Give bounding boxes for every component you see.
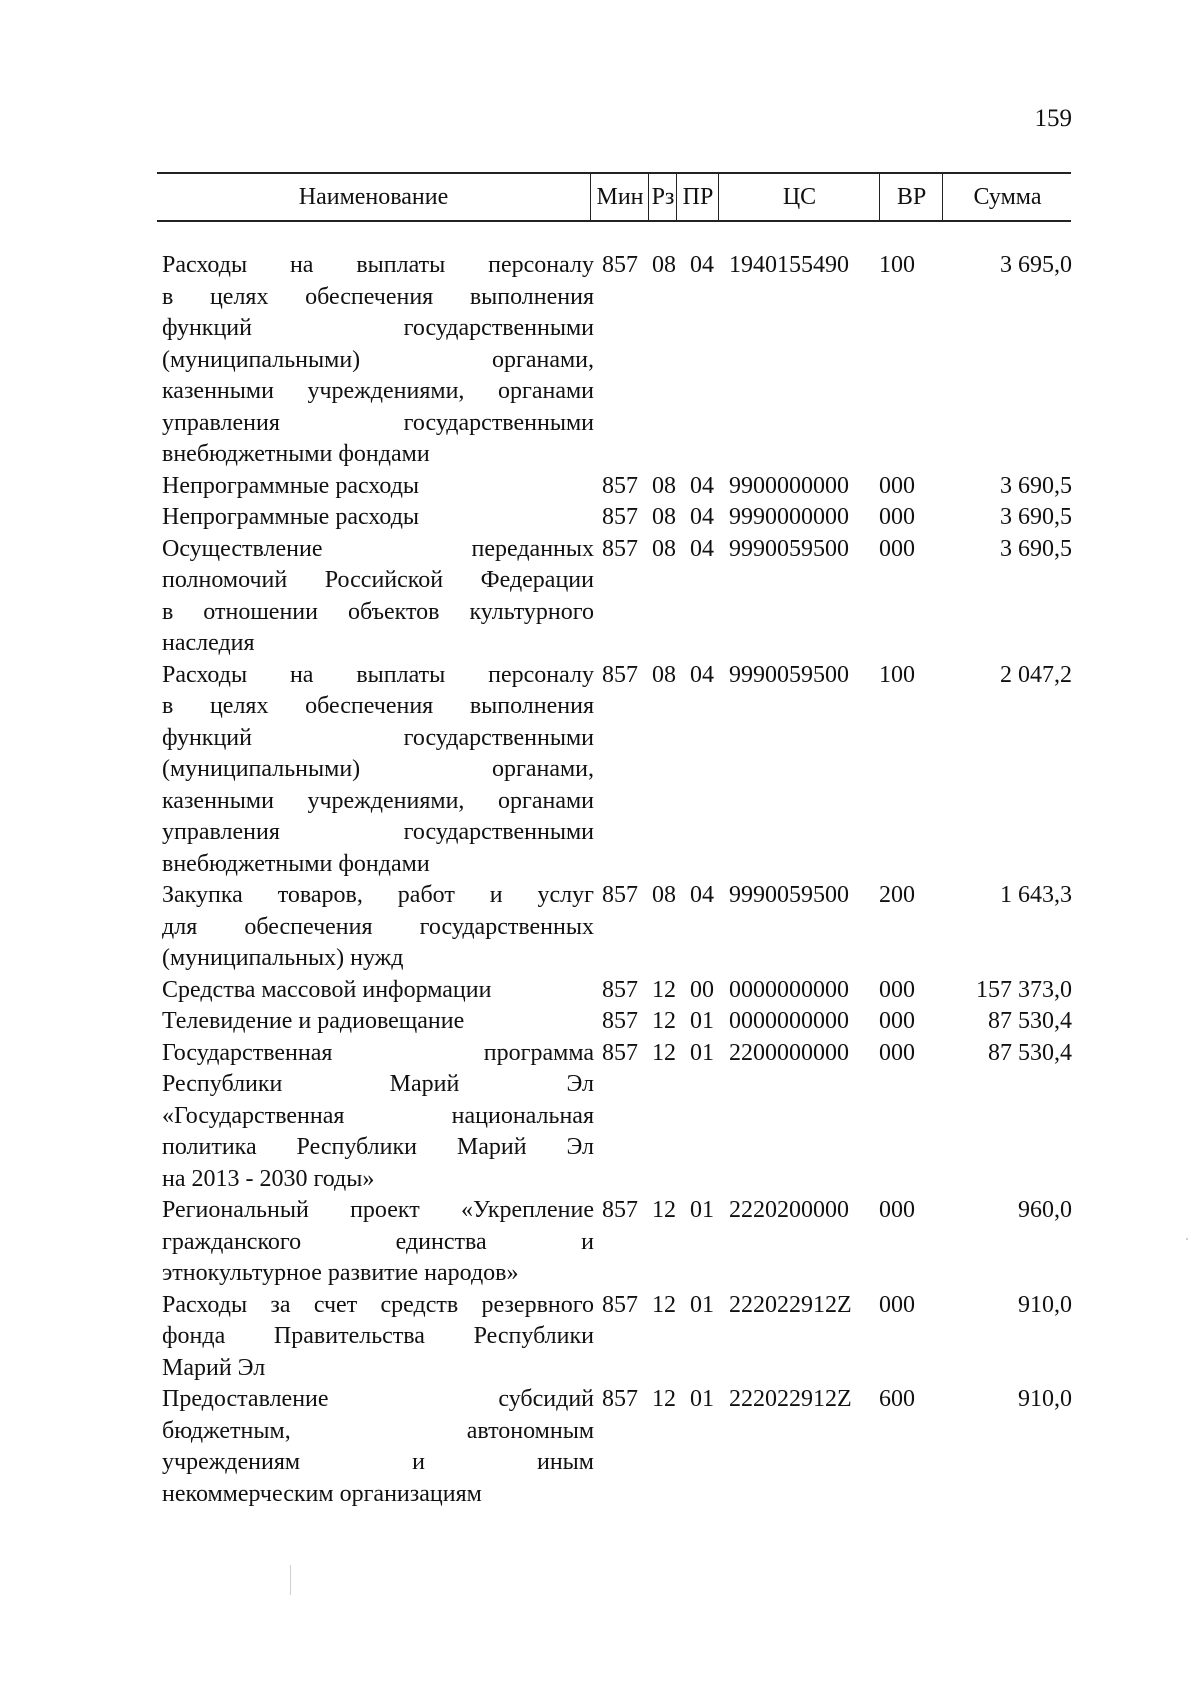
- header-vr: ВР: [879, 174, 943, 220]
- row-sum: 1 643,3: [1000, 882, 1072, 908]
- row-cs: 9990000000: [729, 504, 849, 530]
- row-min: 857: [602, 1291, 638, 1318]
- row-vr: 000: [879, 1197, 915, 1223]
- row-name-line: в целях обеспечения выполнения: [162, 693, 594, 719]
- row-name-line: учреждениям и иным: [162, 1449, 594, 1475]
- row-rz: 12: [652, 1197, 676, 1223]
- row-name-line: Непрограммные расходы: [162, 472, 420, 499]
- row-name: [162, 250, 594, 471]
- row-name-line: Государственная программа: [162, 1039, 594, 1066]
- row-name: [162, 502, 594, 534]
- row-name-line: фонда Правительства Республики: [162, 1323, 594, 1349]
- header-min: Мин: [590, 174, 649, 220]
- header-pr: ПР: [676, 174, 719, 220]
- row-name: [162, 880, 594, 975]
- row-name-line: Республики Марий Эл: [162, 1071, 594, 1097]
- row-pr: 01: [690, 1197, 714, 1223]
- row-name-line: (муниципальных) нужд: [162, 945, 404, 971]
- row-rz: 12: [652, 1039, 676, 1066]
- row-min: 857: [602, 976, 638, 1003]
- row-name-line: Осуществление переданных: [162, 535, 594, 562]
- row-name: [162, 1006, 594, 1038]
- row-name: [162, 975, 594, 1007]
- header-rz: Рз: [648, 174, 677, 220]
- row-cs: 2200000000: [729, 1039, 849, 1066]
- row-name-line: в отношении объектов культурного: [162, 598, 594, 625]
- row-name-line: некоммерческим организациям: [162, 1480, 482, 1507]
- row-sum: 3 690,5: [1000, 535, 1072, 562]
- row-vr: 000: [879, 976, 915, 1003]
- row-name-line: Марий Эл: [162, 1354, 266, 1381]
- row-sum: 960,0: [1018, 1197, 1072, 1223]
- row-name-line: гражданского единства и: [162, 1228, 594, 1255]
- row-name: [162, 1290, 594, 1385]
- row-name-line: Расходы за счет средств резервного: [162, 1291, 594, 1318]
- row-cs: 9990059500: [729, 661, 849, 688]
- row-rz: 12: [652, 1386, 676, 1412]
- header-cs: ЦС: [718, 174, 880, 220]
- row-sum: 910,0: [1018, 1386, 1072, 1412]
- row-name-line: полномочий Российской Федерации: [162, 567, 594, 593]
- row-cs: 0000000000: [729, 1008, 849, 1034]
- row-cs: 9900000000: [729, 472, 849, 499]
- row-sum: 3 695,0: [1000, 252, 1072, 278]
- row-min: 857: [602, 1039, 638, 1066]
- row-name-line: Региональный проект «Укрепление: [162, 1197, 594, 1223]
- row-vr: 000: [879, 1291, 915, 1318]
- row-vr: 000: [879, 1039, 915, 1066]
- row-name-line: политика Республики Марий Эл: [162, 1134, 594, 1160]
- row-name-line: «Государственная национальная: [162, 1102, 594, 1129]
- row-vr: 200: [879, 882, 915, 908]
- row-name-line: функций государственными: [162, 315, 594, 341]
- row-name-line: функций государственными: [162, 724, 594, 751]
- row-pr: 01: [690, 1386, 714, 1412]
- row-sum: 2 047,2: [1000, 661, 1072, 688]
- row-name-line: Расходы на выплаты персоналу: [162, 661, 594, 688]
- row-cs: 9990059500: [729, 882, 849, 908]
- row-cs: 222022912Z: [729, 1386, 852, 1412]
- row-cs: 222022912Z: [729, 1291, 852, 1318]
- scan-speck: [290, 1565, 291, 1595]
- row-name-line: (муниципальными) органами,: [162, 346, 594, 373]
- row-name-line: Расходы на выплаты персоналу: [162, 252, 594, 278]
- row-pr: 01: [690, 1039, 714, 1066]
- row-sum: 910,0: [1018, 1291, 1072, 1318]
- row-min: 857: [602, 661, 638, 688]
- row-rz: 08: [652, 661, 676, 688]
- row-name-line: бюджетным, автономным: [162, 1417, 594, 1444]
- row-pr: 00: [690, 976, 714, 1003]
- row-min: 857: [602, 1197, 638, 1223]
- row-name: [162, 1195, 594, 1290]
- row-pr: 04: [690, 882, 714, 908]
- row-vr: 100: [879, 252, 915, 278]
- row-sum: 87 530,4: [988, 1008, 1072, 1034]
- row-min: 857: [602, 252, 638, 278]
- row-name: [162, 660, 594, 881]
- page-number: 159: [1034, 105, 1072, 132]
- row-name: [162, 471, 594, 503]
- row-rz: 08: [652, 535, 676, 562]
- row-name-line: этнокультурное развитие народов»: [162, 1260, 519, 1286]
- row-cs: 0000000000: [729, 976, 849, 1003]
- row-name-line: внебюджетными фондами: [162, 441, 430, 467]
- row-pr: 04: [690, 472, 714, 499]
- row-rz: 08: [652, 504, 676, 530]
- row-rz: 12: [652, 976, 676, 1003]
- row-name: [162, 534, 594, 660]
- row-cs: 2220200000: [729, 1197, 849, 1223]
- row-pr: 04: [690, 661, 714, 688]
- row-rz: 08: [652, 882, 676, 908]
- row-name-line: Средства массовой информации: [162, 976, 492, 1003]
- row-rz: 08: [652, 252, 676, 278]
- row-sum: 3 690,5: [1000, 472, 1072, 499]
- row-name: [162, 1038, 594, 1196]
- row-vr: 000: [879, 535, 915, 562]
- row-rz: 12: [652, 1291, 676, 1318]
- row-vr: 000: [879, 504, 915, 530]
- row-cs: 1940155490: [729, 252, 849, 278]
- row-pr: 04: [690, 535, 714, 562]
- row-pr: 01: [690, 1291, 714, 1318]
- header-name: Наименование: [298, 184, 449, 210]
- row-name-line: Телевидение и радиовещание: [162, 1008, 465, 1034]
- header-sum: Сумма: [942, 174, 1072, 220]
- row-min: 857: [602, 882, 638, 908]
- row-vr: 100: [879, 661, 915, 688]
- row-min: 857: [602, 535, 638, 562]
- row-rz: 08: [652, 472, 676, 499]
- row-name-line: управления государственными: [162, 409, 594, 436]
- row-name-line: для обеспечения государственных: [162, 913, 594, 940]
- table-header: [157, 172, 1071, 222]
- row-min: 857: [602, 1386, 638, 1412]
- row-sum: 3 690,5: [1000, 504, 1072, 530]
- row-name-line: казенными учреждениями, органами: [162, 378, 594, 404]
- row-min: 857: [602, 504, 638, 530]
- row-cs: 9990059500: [729, 535, 849, 562]
- row-rz: 12: [652, 1008, 676, 1034]
- row-name-line: Предоставление субсидий: [162, 1386, 594, 1412]
- row-vr: 600: [879, 1386, 915, 1412]
- row-pr: 01: [690, 1008, 714, 1034]
- row-name: [162, 1384, 594, 1510]
- row-name-line: наследия: [162, 630, 255, 656]
- row-sum: 157 373,0: [976, 976, 1072, 1003]
- row-vr: 000: [879, 1008, 915, 1034]
- row-sum: 87 530,4: [988, 1039, 1072, 1066]
- row-name-line: на 2013 - 2030 годы»: [162, 1165, 375, 1192]
- row-name-line: внебюджетными фондами: [162, 850, 430, 877]
- row-min: 857: [602, 472, 638, 499]
- row-min: 857: [602, 1008, 638, 1034]
- row-name-line: (муниципальными) органами,: [162, 756, 594, 782]
- row-name-line: Непрограммные расходы: [162, 504, 420, 530]
- row-vr: 000: [879, 472, 915, 499]
- row-name-line: управления государственными: [162, 819, 594, 845]
- row-name-line: Закупка товаров, работ и услуг: [162, 882, 594, 908]
- row-pr: 04: [690, 504, 714, 530]
- row-name-line: казенными учреждениями, органами: [162, 787, 594, 814]
- row-name-line: в целях обеспечения выполнения: [162, 283, 594, 310]
- row-pr: 04: [690, 252, 714, 278]
- scan-speck: [1186, 1238, 1188, 1240]
